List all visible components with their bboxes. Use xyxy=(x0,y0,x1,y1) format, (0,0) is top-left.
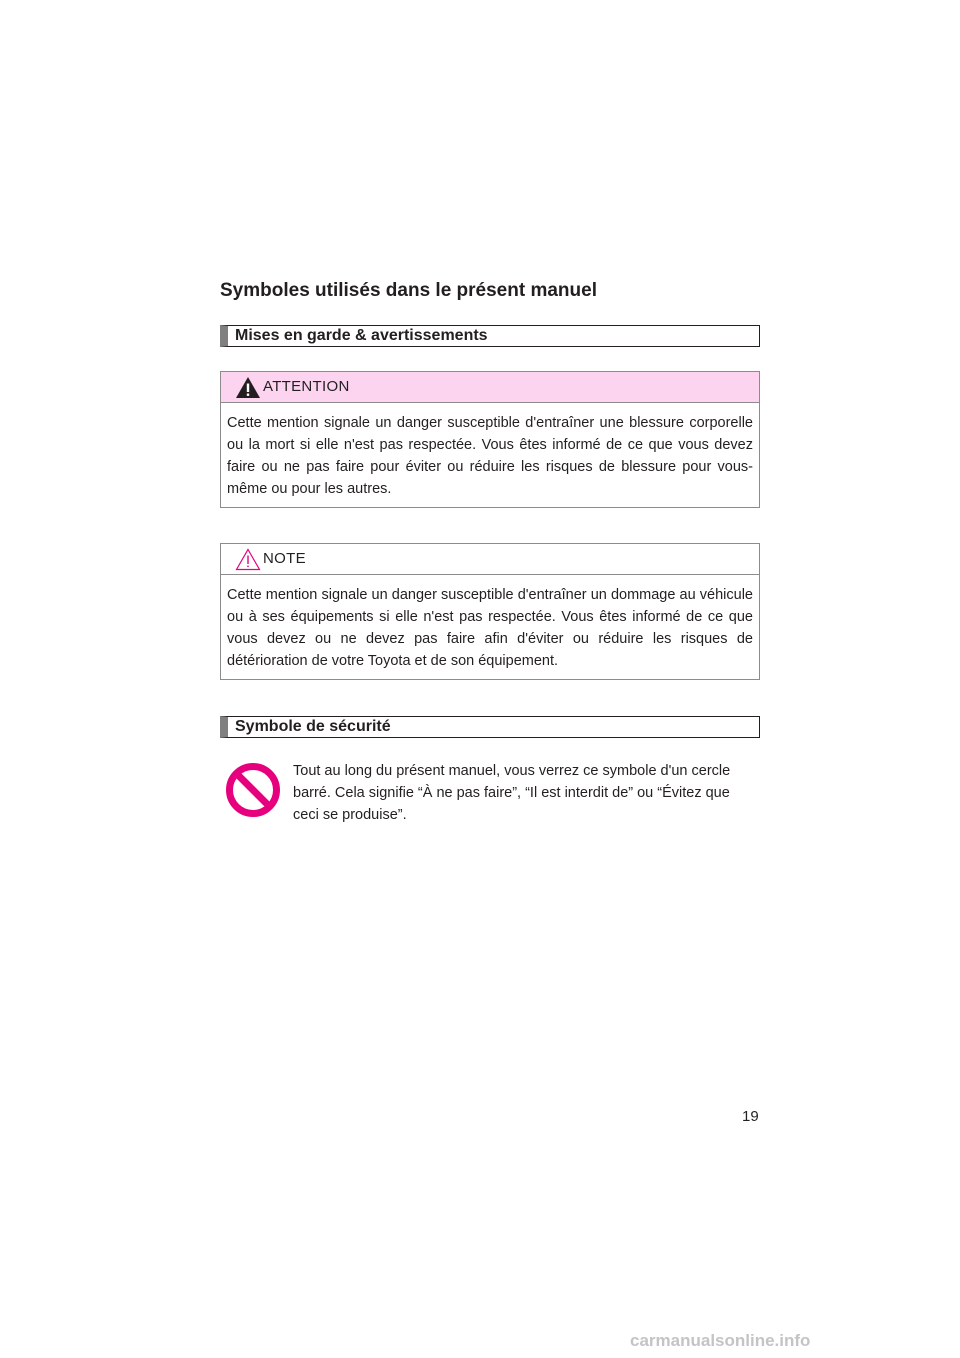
section-header-warnings xyxy=(220,325,760,347)
safety-symbol-text: Tout au long du présent manuel, vous verrez ce symbole d'un cercle barré. Cela signifie “À ne pas faire”, “Il est interdit de” ou “Évitez que ceci se produise”. xyxy=(293,763,731,823)
section-header-safety-label: Symbole de sécurité xyxy=(235,718,391,735)
caution-triangle-outline-icon xyxy=(235,548,261,571)
attention-box-header xyxy=(221,372,759,403)
note-box xyxy=(220,543,760,680)
warning-triangle-icon xyxy=(235,376,261,399)
prohibition-circle-icon xyxy=(225,762,281,818)
section-header-warnings-label: Mises en garde & avertissements xyxy=(235,327,488,344)
page-number: 19 xyxy=(742,1108,759,1125)
note-text: Cette mention signale un danger susceptible d'entraîner un dommage au véhicule ou à ses équipements si elle n'est pas respectée. Vous êtes informé de ce que vous devez ou ne devez pas faire afin d'éviter ou réduire les risques de détérioration de votre Toyota et de son équipement. xyxy=(227,587,753,669)
page-title: Symboles utilisés dans le présent manuel xyxy=(220,280,597,301)
note-box-header xyxy=(221,544,759,575)
attention-text: Cette mention signale un danger susceptible d'entraîner une blessure corporelle ou la mort si elle n'est pas respectée. Vous êtes informé de ce que vous devez faire ou ne pas faire pour éviter ou réduire les risques de blessure pour vous-même ou pour les autres. xyxy=(227,415,753,497)
watermark: carmanualsonline.info xyxy=(630,1331,811,1350)
section-header-safety xyxy=(220,716,760,738)
note-label: NOTE xyxy=(263,550,306,567)
attention-label: ATTENTION xyxy=(263,378,350,395)
attention-box xyxy=(220,371,760,508)
